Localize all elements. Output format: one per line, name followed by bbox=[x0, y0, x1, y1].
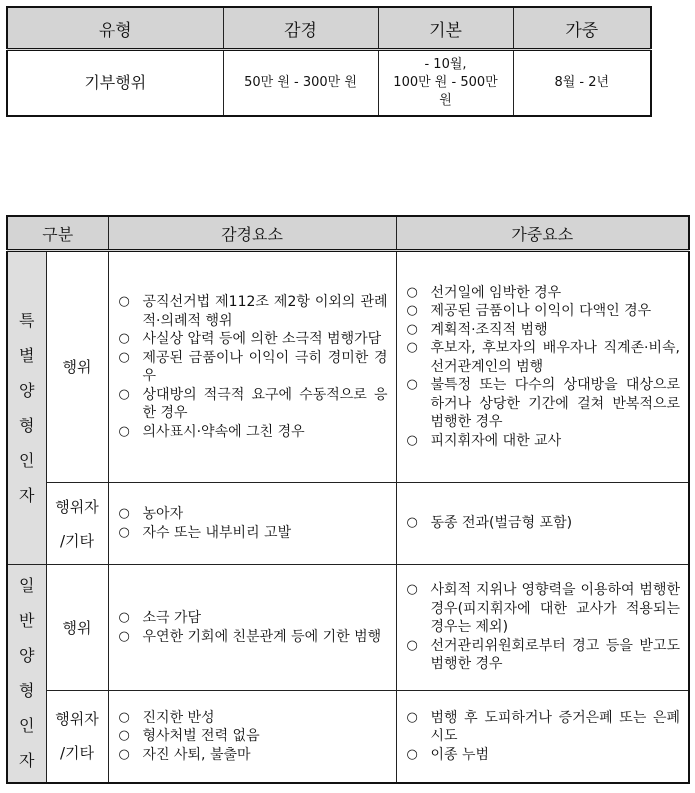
circle-bullet-icon: ○ bbox=[118, 349, 130, 365]
list-item: ○ 형사처벌 전력 없음 bbox=[118, 728, 260, 744]
act-label: 행위 bbox=[46, 251, 108, 483]
header-type: 유형 bbox=[7, 7, 223, 50]
circle-bullet-icon: ○ bbox=[118, 746, 130, 762]
sentencing-range-header-row bbox=[7, 7, 651, 50]
list-item: ○ 후보자, 후보자의 배우자나 직계존·비속, 선거관계인의 범행 bbox=[406, 340, 681, 375]
circle-bullet-icon: ○ bbox=[406, 709, 418, 725]
list-item: ○ 우연한 기회에 친분관계 등에 기한 범행 bbox=[118, 628, 382, 645]
list-item: ○ 자진 사퇴, 불출마 bbox=[118, 746, 251, 763]
circle-bullet-icon: ○ bbox=[406, 284, 418, 300]
special-actor-reduce-list bbox=[108, 483, 396, 565]
circle-bullet-icon: ○ bbox=[406, 303, 418, 319]
header-category: 구분 bbox=[7, 216, 108, 251]
header-reduce-factors: 감경요소 bbox=[108, 216, 396, 251]
special-actor-aggravate-list bbox=[396, 483, 689, 565]
circle-bullet-icon: ○ bbox=[118, 386, 130, 402]
factors-header-row bbox=[7, 216, 689, 251]
circle-bullet-icon: ○ bbox=[118, 709, 130, 725]
list-item: ○ 피지휘자에 대한 교사 bbox=[406, 432, 562, 449]
label-char: 형 bbox=[19, 681, 35, 701]
header-aggravate-factors: 가중요소 bbox=[396, 216, 689, 251]
list-item: ○ 이종 누범 bbox=[406, 746, 490, 763]
list-item: ○ 선거일에 임박한 경우 bbox=[406, 284, 562, 301]
circle-bullet-icon: ○ bbox=[406, 432, 418, 448]
list-item: ○ 선거관리위원회로부터 경고 등을 받고도 범행한 경우 bbox=[406, 637, 681, 673]
circle-bullet-icon: ○ bbox=[406, 746, 418, 762]
header-reduced: 감경 bbox=[223, 7, 378, 50]
circle-bullet-icon: ○ bbox=[406, 340, 418, 356]
list-item: ○ 범행 후 도피하거나 증거은폐 또는 은폐 시도 bbox=[406, 709, 681, 744]
circle-bullet-icon: ○ bbox=[118, 728, 130, 743]
aggravated-cell: 8월 - 2년 bbox=[513, 50, 651, 117]
circle-bullet-icon: ○ bbox=[118, 524, 130, 540]
circle-bullet-icon: ○ bbox=[406, 515, 418, 531]
circle-bullet-icon: ○ bbox=[406, 637, 418, 653]
table-row bbox=[7, 50, 651, 117]
list-item: ○ 소극 가담 bbox=[118, 610, 202, 626]
special-act-aggravate-list bbox=[396, 251, 689, 483]
label-char: 인 bbox=[19, 451, 35, 470]
list-item: ○ 제공된 금품이나 이익이 다액인 경우 bbox=[406, 303, 652, 320]
general-act-aggravate-list bbox=[396, 565, 689, 691]
list-item: ○ 사회적 지위나 영향력을 이용하여 범행한 경우(피지휘자에 대한 교사가 적용되는 경우는 제외) bbox=[406, 582, 681, 636]
special-act-reduce-list bbox=[108, 251, 396, 483]
table-row bbox=[7, 691, 689, 783]
label-char: 일 bbox=[19, 576, 35, 596]
list-item: ○ 자수 또는 내부비리 고발 bbox=[118, 524, 292, 541]
circle-bullet-icon: ○ bbox=[118, 423, 130, 439]
table-row bbox=[7, 251, 689, 483]
list-item: ○ 의사표시·약속에 그친 경우 bbox=[118, 423, 305, 440]
circle-bullet-icon: ○ bbox=[406, 321, 418, 337]
basic-cell bbox=[378, 50, 513, 117]
general-actor-aggravate-list bbox=[396, 691, 689, 783]
list-item: ○ 상대방의 적극적 요구에 수동적으로 응한 경우 bbox=[118, 386, 388, 421]
type-cell: 기부행위 bbox=[7, 50, 223, 117]
list-item: ○ 계획적·조직적 범행 bbox=[406, 321, 548, 338]
sentencing-factors-table bbox=[6, 215, 690, 784]
label-char: 특 bbox=[19, 311, 35, 330]
label-char: 형 bbox=[19, 416, 35, 435]
circle-bullet-icon: ○ bbox=[118, 331, 130, 346]
label-char: 자 bbox=[19, 751, 35, 771]
list-item: ○ 공직선거법 제112조 제2항 이외의 관례적·의례적 행위 bbox=[118, 294, 388, 329]
list-item: ○ 사실상 압력 등에 의한 소극적 범행가담 bbox=[118, 331, 382, 347]
label-char: 양 bbox=[19, 646, 35, 666]
table-row bbox=[7, 565, 689, 691]
list-item: ○ 진지한 반성 bbox=[118, 709, 215, 726]
list-item: ○ 제공된 금품이나 이익이 극히 경미한 경우 bbox=[118, 349, 388, 384]
actor-label: 행위자 /기타 bbox=[46, 483, 108, 565]
list-item: ○ 농아자 bbox=[118, 506, 184, 522]
general-factors-label bbox=[7, 565, 46, 783]
label-char: 양 bbox=[19, 381, 35, 400]
circle-bullet-icon: ○ bbox=[406, 582, 418, 598]
label-char: 반 bbox=[19, 611, 35, 631]
header-aggravated: 가중 bbox=[513, 7, 651, 50]
circle-bullet-icon: ○ bbox=[406, 377, 418, 393]
reduced-cell: 50만 원 - 300만 원 bbox=[223, 50, 378, 117]
table-row bbox=[7, 483, 689, 565]
label-char: 별 bbox=[19, 346, 35, 365]
general-act-reduce-list bbox=[108, 565, 396, 691]
header-basic: 기본 bbox=[378, 7, 513, 50]
actor-label: 행위자 /기타 bbox=[46, 691, 108, 783]
circle-bullet-icon: ○ bbox=[118, 294, 130, 309]
list-item: ○ 불특정 또는 다수의 상대방을 대상으로 하거나 상당한 기간에 걸쳐 반복적으로 범행한 경우 bbox=[406, 377, 681, 431]
sentencing-range-table bbox=[6, 6, 652, 117]
list-item: ○ 동종 전과(벌금형 포함) bbox=[406, 515, 573, 532]
basic-line: 원 bbox=[439, 93, 452, 108]
label-char: 인 bbox=[19, 716, 35, 736]
special-factors-label bbox=[7, 251, 46, 565]
basic-line: - 10월, bbox=[424, 57, 467, 72]
general-actor-reduce-list bbox=[108, 691, 396, 783]
act-label: 행위 bbox=[46, 565, 108, 691]
label-char: 자 bbox=[19, 486, 35, 505]
circle-bullet-icon: ○ bbox=[118, 610, 130, 625]
circle-bullet-icon: ○ bbox=[118, 506, 130, 521]
circle-bullet-icon: ○ bbox=[118, 628, 130, 644]
basic-line: 100만 원 - 500만 bbox=[393, 75, 498, 90]
